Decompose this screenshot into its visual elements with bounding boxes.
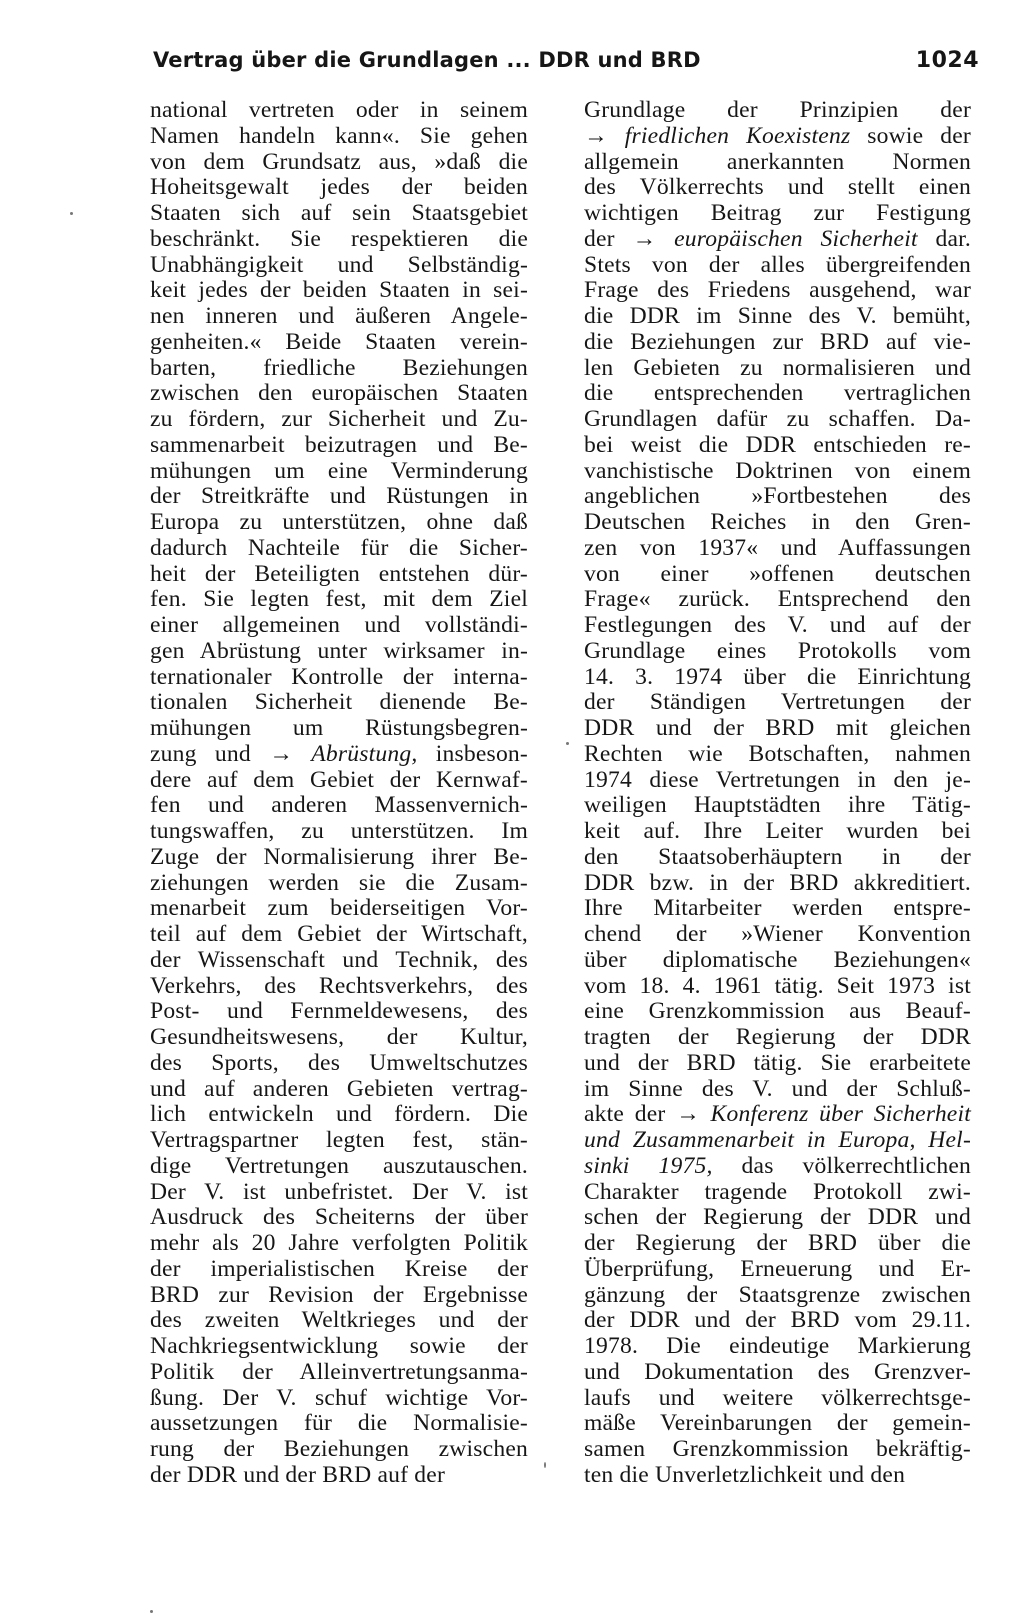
- text-line: Überprüfung, Erneuerung und Er-: [584, 1255, 971, 1282]
- text-line: der DDR und der BRD auf der: [150, 1461, 446, 1488]
- text-line: fen. Sie legten fest, mit dem Ziel: [150, 586, 528, 613]
- text-line: dige Vertretungen auszutauschen.: [150, 1152, 528, 1179]
- text-line: Unabhängigkeit und Selbständig-: [150, 251, 528, 278]
- text-line: über diplomatische Beziehungen«: [584, 946, 971, 973]
- text-line: von einer »offenen deutschen: [584, 560, 971, 587]
- text-line: zen von 1937« und Auffassungen: [584, 534, 971, 561]
- text-line: ziehungen werden sie die Zusam-: [150, 869, 528, 896]
- text-line: tungswaffen, zu unterstützen. Im: [150, 818, 528, 844]
- text-line: samen Grenzkommission bekräftig-: [584, 1436, 971, 1462]
- text-line: Ihre Mitarbeiter werden entspre-: [584, 895, 971, 922]
- text-line: rung der Beziehungen zwischen: [150, 1436, 528, 1462]
- scan-speck: [70, 212, 73, 215]
- text-line: [584, 227, 971, 253]
- text-line: fen und anderen Massenvernich-: [150, 792, 528, 819]
- line-text: sowie der: [850, 122, 971, 149]
- text-line: laufs und weitere völkerrechtsge-: [584, 1384, 971, 1411]
- text-line: mehr als 20 Jahre verfolgten Politik: [150, 1230, 528, 1256]
- text-line: Gesundheitswesens, der Kultur,: [150, 1024, 528, 1050]
- text-line: Europa zu unterstützen, ohne daß: [150, 509, 528, 535]
- line-text: insbeson-: [417, 740, 528, 767]
- text-line: Staaten sich auf sein Staatsgebiet: [150, 200, 528, 226]
- text-line: und Dokumentation des Grenzver-: [584, 1358, 971, 1385]
- text-line: der imperialistischen Kreise der: [150, 1255, 528, 1282]
- text-line: wichtigen Beitrag zur Festigung: [584, 200, 971, 226]
- text-line: lich entwickeln und fördern. Die: [150, 1101, 528, 1128]
- text-line: mühungen um eine Verminderung: [150, 457, 528, 484]
- text-line: Ausdruck des Scheiterns der über: [150, 1204, 528, 1231]
- text-line: DDR und der BRD mit gleichen: [584, 715, 971, 741]
- cross-reference: europäischen Sicherheit: [674, 225, 918, 252]
- text-line: sammenarbeit beizutragen und Be-: [150, 431, 528, 458]
- text-line: Nachkriegsentwicklung sowie der: [150, 1333, 528, 1359]
- page-number: 1024: [915, 48, 979, 73]
- line-text: →: [584, 122, 625, 149]
- text-line: von dem Grundsatz aus, »daß die: [150, 148, 528, 175]
- cross-reference: Konferenz über Sicherheit: [710, 1101, 971, 1128]
- text-line: und der BRD tätig. Sie erarbeitete: [584, 1049, 971, 1076]
- text-line: BRD zur Revision der Ergebnisse: [150, 1281, 528, 1308]
- text-line: [584, 1102, 971, 1128]
- text-line: angeblichen »Fortbestehen des: [584, 483, 971, 510]
- page-header: [153, 48, 979, 82]
- text-line: Festlegungen des V. und auf der: [584, 612, 971, 638]
- scan-speck: [544, 1462, 546, 1468]
- text-line: heit der Beteiligten entstehen dür-: [150, 560, 528, 587]
- cross-reference: Abrüstung,: [311, 740, 418, 767]
- text-line: vom 18. 4. 1961 tätig. Seit 1973 ist: [584, 972, 971, 999]
- text-line: die DDR im Sinne des V. bemüht,: [584, 303, 971, 329]
- text-line: mäße Vereinbarungen der gemein-: [584, 1410, 971, 1437]
- text-line: bei weist die DDR entschieden re-: [584, 431, 971, 458]
- text-line: Charakter tragende Protokoll zwi-: [584, 1178, 971, 1205]
- text-line: genheiten.« Beide Staaten verein-: [150, 328, 528, 355]
- text-line: mühungen um Rüstungsbegren-: [150, 715, 528, 741]
- text-line: dere auf dem Gebiet der Kernwaf-: [150, 766, 528, 793]
- text-line: Namen handeln kann«. Sie gehen: [150, 122, 528, 149]
- text-line: Grundlagen dafür zu schaffen. Da-: [584, 406, 971, 432]
- text-line: tionalen Sicherheit dienende Be-: [150, 689, 528, 716]
- text-line: der Wissenschaft und Technik, des: [150, 946, 528, 973]
- left-text-column: [150, 98, 528, 1489]
- text-line: ßung. Der V. schuf wichtige Vor-: [150, 1384, 528, 1411]
- text-line: im Sinne des V. und der Schluß-: [584, 1075, 971, 1102]
- text-line: den Staatsoberhäuptern in der: [584, 843, 971, 870]
- text-line: Grundlage der Prinzipien der: [584, 97, 971, 123]
- text-line: Post- und Fernmeldewesens, des: [150, 998, 528, 1025]
- text-line: menarbeit zum beiderseitigen Vor-: [150, 895, 528, 922]
- text-line: und auf anderen Gebieten vertrag-: [150, 1075, 528, 1102]
- text-line: 14. 3. 1974 über die Einrichtung: [584, 663, 971, 690]
- text-line: allgemein anerkannten Normen: [584, 148, 971, 175]
- text-line: Frage« zurück. Entsprechend den: [584, 586, 971, 613]
- text-line: zu fördern, zur Sicherheit und Zu-: [150, 406, 528, 432]
- line-text: dar.: [917, 225, 971, 252]
- cross-reference: und Zusammenarbeit in Europa, Hel-: [584, 1127, 971, 1153]
- text-line: DDR bzw. in der BRD akkreditiert.: [584, 869, 971, 896]
- text-line: Zuge der Normalisierung ihrer Be-: [150, 843, 528, 870]
- text-line: eine Grenzkommission aus Beauf-: [584, 998, 971, 1025]
- text-line: des zweiten Weltkrieges und der: [150, 1307, 528, 1334]
- text-line: chend der »Wiener Konvention: [584, 921, 971, 947]
- text-line: des Völkerrechts und stellt einen: [584, 174, 971, 201]
- text-line: len Gebieten zu normalisieren und: [584, 354, 971, 381]
- text-line: national vertreten oder in seinem: [150, 97, 528, 123]
- text-line: 1978. Die eindeutige Markierung: [584, 1333, 971, 1359]
- text-line: der Ständigen Vertretungen der: [584, 689, 971, 716]
- scan-speck: [150, 1610, 153, 1613]
- text-line: gen Abrüstung unter wirksamer in-: [150, 637, 528, 664]
- text-line: keit jedes der beiden Staaten in sei-: [150, 277, 528, 304]
- cross-reference: friedlichen Koexistenz: [624, 122, 851, 149]
- text-line: des Sports, des Umweltschutzes: [150, 1049, 528, 1076]
- text-line: Verkehrs, des Rechtsverkehrs, des: [150, 972, 528, 999]
- text-line: Grundlage eines Protokolls vom: [584, 637, 971, 664]
- text-line: aussetzungen für die Normalisie-: [150, 1410, 528, 1437]
- line-text: akte der →: [584, 1101, 711, 1128]
- text-line: teil auf dem Gebiet der Wirtschaft,: [150, 921, 528, 947]
- text-line: vanchistische Doktrinen von einem: [584, 457, 971, 484]
- text-line: weiligen Hauptstädten ihre Tätig-: [584, 792, 971, 819]
- text-line: Frage des Friedens ausgehend, war: [584, 277, 971, 304]
- text-line: der Regierung der BRD über die: [584, 1230, 971, 1256]
- text-line: die entsprechenden vertraglichen: [584, 380, 971, 407]
- text-line: Rechten wie Botschaften, nahmen: [584, 740, 971, 767]
- text-line: barten, friedliche Beziehungen: [150, 354, 528, 381]
- text-line: einer allgemeinen und vollständi-: [150, 612, 528, 638]
- line-text: zung und →: [150, 740, 312, 767]
- text-line: Deutschen Reiches in den Gren-: [584, 509, 971, 535]
- text-line: [584, 1154, 971, 1180]
- running-head: Vertrag über die Grundlagen ... DDR und BRD: [153, 48, 701, 72]
- text-line: ternationaler Kontrolle der interna-: [150, 663, 528, 690]
- text-line: zwischen den europäischen Staaten: [150, 380, 528, 407]
- scan-speck: [566, 742, 569, 745]
- text-line: Stets von der alles übergreifenden: [584, 251, 971, 278]
- text-line: [584, 124, 971, 150]
- text-line: [584, 1128, 971, 1154]
- line-text: der →: [584, 225, 675, 252]
- text-line: gänzung der Staatsgrenze zwischen: [584, 1281, 971, 1308]
- text-line: 1974 diese Vertretungen in den je-: [584, 766, 971, 793]
- text-line: dadurch Nachteile für die Sicher-: [150, 534, 528, 561]
- text-line: ten die Unverletzlichkeit und den: [584, 1461, 906, 1488]
- text-line: der DDR und der BRD vom 29.11.: [584, 1307, 971, 1334]
- line-text: das völkerrechtlichen: [712, 1152, 971, 1179]
- right-text-column: [584, 98, 971, 1489]
- text-line: Der V. ist unbefristet. Der V. ist: [150, 1178, 528, 1205]
- text-line: der Streitkräfte und Rüstungen in: [150, 483, 528, 510]
- text-line: schen der Regierung der DDR und: [584, 1204, 971, 1231]
- cross-reference: sinki 1975,: [584, 1152, 713, 1179]
- text-line: keit auf. Ihre Leiter wurden bei: [584, 818, 971, 844]
- text-line: tragten der Regierung der DDR: [584, 1024, 971, 1050]
- text-line: Hoheitsgewalt jedes der beiden: [150, 174, 528, 201]
- text-line: nen inneren und äußeren Angele-: [150, 303, 528, 329]
- text-line: Vertragspartner legten fest, stän-: [150, 1127, 528, 1153]
- text-line: [150, 742, 528, 768]
- text-line: Politik der Alleinvertretungsanma-: [150, 1358, 528, 1385]
- text-line: beschränkt. Sie respektieren die: [150, 225, 528, 252]
- text-line: die Beziehungen zur BRD auf vie-: [584, 328, 971, 355]
